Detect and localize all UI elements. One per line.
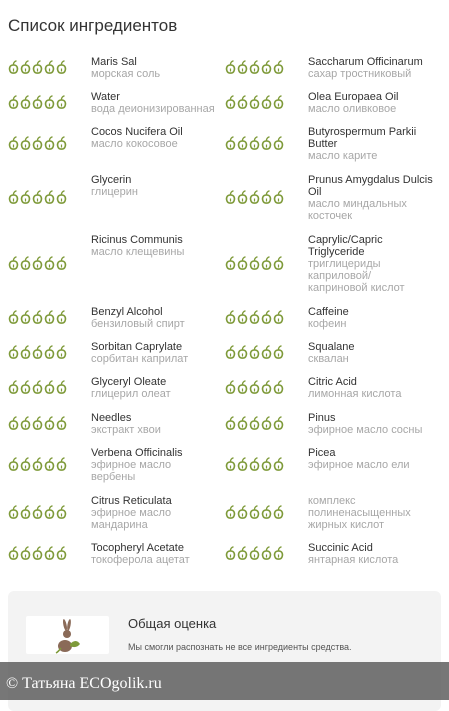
olive-leaf-icon <box>56 60 67 75</box>
ingredient-left[interactable] <box>91 126 223 150</box>
ingredient-ru: глицерил олеат <box>91 388 171 400</box>
olive-leaf-icon <box>32 310 43 325</box>
olive-leaf-icon <box>273 136 284 151</box>
olive-leaf-icon <box>56 310 67 325</box>
olive-leaf-icon <box>237 416 248 431</box>
olive-leaf-icon <box>32 256 43 271</box>
olive-leaf-icon <box>261 95 272 110</box>
olive-leaf-icon <box>8 546 19 561</box>
olive-leaf-icon <box>44 505 55 520</box>
olive-leaf-icon <box>249 60 260 75</box>
ingredient-ru: токоферола ацетат <box>91 554 190 566</box>
olive-leaf-icon <box>237 256 248 271</box>
ingredient-name: Picea <box>308 447 336 459</box>
olive-leaf-icon <box>20 416 31 431</box>
olive-leaf-icon <box>8 256 19 271</box>
ingredient-right[interactable] <box>308 174 442 222</box>
ingredient-row <box>0 91 449 115</box>
olive-leaf-icon <box>225 190 236 205</box>
olive-leaf-icon <box>20 256 31 271</box>
ingredient-name: Saccharum Officinarum <box>308 56 423 68</box>
olive-leaf-icon <box>261 136 272 151</box>
rating-left <box>8 345 67 360</box>
ingredient-ru: лимонная кислота <box>308 388 402 400</box>
olive-leaf-icon <box>20 380 31 395</box>
rating-left <box>8 416 67 431</box>
rating-right <box>225 136 284 151</box>
ingredient-ru: сорбитан каприлат <box>91 353 189 365</box>
olive-leaf-icon <box>20 136 31 151</box>
ingredient-ru: эфирное масло ели <box>308 459 410 471</box>
olive-leaf-icon <box>237 60 248 75</box>
rating-left <box>8 505 67 520</box>
rating-right <box>225 190 284 205</box>
olive-leaf-icon <box>261 416 272 431</box>
olive-leaf-icon <box>249 256 260 271</box>
olive-leaf-icon <box>261 190 272 205</box>
olive-leaf-icon <box>273 310 284 325</box>
rating-left <box>8 136 67 151</box>
olive-leaf-icon <box>237 546 248 561</box>
olive-leaf-icon <box>32 95 43 110</box>
olive-leaf-icon <box>225 546 236 561</box>
olive-leaf-icon <box>44 256 55 271</box>
olive-leaf-icon <box>8 95 19 110</box>
ingredient-name: Glyceryl Oleate <box>91 376 167 388</box>
olive-leaf-icon <box>261 310 272 325</box>
olive-leaf-icon <box>261 546 272 561</box>
ingredient-row <box>0 306 449 330</box>
olive-leaf-icon <box>32 380 43 395</box>
ingredient-ru: триглицериды каприловой/каприновой кислот <box>308 258 405 294</box>
olive-leaf-icon <box>56 256 67 271</box>
ingredient-name: Butyrospermum Parkii Butter <box>308 126 417 150</box>
ingredient-name: Tocopheryl Acetate <box>91 542 184 554</box>
olive-leaf-icon <box>261 256 272 271</box>
ingredient-name: Maris Sal <box>91 56 137 68</box>
ingredient-left[interactable] <box>91 412 223 436</box>
olive-leaf-icon <box>225 380 236 395</box>
olive-leaf-icon <box>44 60 55 75</box>
brand-logo <box>26 616 109 654</box>
olive-leaf-icon <box>249 310 260 325</box>
olive-leaf-icon <box>225 416 236 431</box>
olive-leaf-icon <box>32 416 43 431</box>
olive-leaf-icon <box>20 505 31 520</box>
ingredient-name: Citrus Reticulata <box>91 495 172 507</box>
ingredient-right[interactable] <box>308 542 440 566</box>
ingredient-row <box>0 495 449 531</box>
olive-leaf-icon <box>20 190 31 205</box>
olive-leaf-icon <box>20 546 31 561</box>
ingredient-name: Olea Europaea Oil <box>308 91 399 103</box>
olive-leaf-icon <box>20 310 31 325</box>
ingredient-ru: кофеин <box>308 318 347 330</box>
olive-leaf-icon <box>56 190 67 205</box>
rating-left <box>8 60 67 75</box>
ingredient-left[interactable] <box>91 542 223 566</box>
rating-left <box>8 190 67 205</box>
olive-leaf-icon <box>56 505 67 520</box>
olive-leaf-icon <box>225 60 236 75</box>
ingredient-left[interactable] <box>91 306 223 330</box>
olive-leaf-icon <box>225 256 236 271</box>
olive-leaf-icon <box>44 546 55 561</box>
ingredient-left[interactable] <box>91 376 223 400</box>
rating-right <box>225 256 284 271</box>
ingredient-left[interactable] <box>91 56 223 80</box>
ingredient-ru: масло миндальных косточек <box>308 198 407 222</box>
ingredient-name: Glycerin <box>91 174 132 186</box>
ingredient-name: Caprylic/Capric Triglyceride <box>308 234 383 258</box>
olive-leaf-icon <box>8 136 19 151</box>
overall-note: Мы смогли распознать не все ингредиенты средства. <box>128 642 352 652</box>
ingredient-row <box>0 376 449 400</box>
olive-leaf-icon <box>56 95 67 110</box>
olive-leaf-icon <box>273 546 284 561</box>
watermark: © Татьяна ECOgolik.ru <box>6 675 162 692</box>
olive-leaf-icon <box>273 60 284 75</box>
olive-leaf-icon <box>8 310 19 325</box>
ingredient-ru: эфирное масло мандарина <box>91 507 172 531</box>
olive-leaf-icon <box>225 345 236 360</box>
ingredient-right[interactable] <box>308 91 440 115</box>
olive-leaf-icon <box>32 136 43 151</box>
olive-leaf-icon <box>249 345 260 360</box>
olive-leaf-icon <box>20 345 31 360</box>
olive-leaf-icon <box>261 345 272 360</box>
rating-right <box>225 310 284 325</box>
olive-leaf-icon <box>237 505 248 520</box>
ingredient-ru: сквалан <box>308 353 349 365</box>
rating-right <box>225 505 284 520</box>
ingredient-name: Benzyl Alcohol <box>91 306 163 318</box>
ingredient-right[interactable] <box>308 495 440 531</box>
ingredient-row <box>0 447 449 483</box>
olive-leaf-icon <box>225 457 236 472</box>
olive-leaf-icon <box>237 95 248 110</box>
olive-leaf-icon <box>8 190 19 205</box>
ingredient-ru: эфирное масло сосны <box>308 424 423 436</box>
ingredient-ru: морская соль <box>91 68 161 80</box>
olive-leaf-icon <box>56 345 67 360</box>
olive-leaf-icon <box>261 505 272 520</box>
olive-leaf-icon <box>32 505 43 520</box>
olive-leaf-icon <box>8 60 19 75</box>
olive-leaf-icon <box>8 345 19 360</box>
olive-leaf-icon <box>32 457 43 472</box>
olive-leaf-icon <box>44 136 55 151</box>
ingredient-name: Prunus Amygdalus Dulcis Oil <box>308 174 433 198</box>
olive-leaf-icon <box>249 505 260 520</box>
ingredient-right[interactable] <box>308 306 440 330</box>
olive-leaf-icon <box>44 95 55 110</box>
ingredient-right[interactable] <box>308 447 440 471</box>
olive-leaf-icon <box>273 345 284 360</box>
olive-leaf-icon <box>56 457 67 472</box>
ingredient-right[interactable] <box>308 341 440 365</box>
ingredient-left[interactable] <box>91 234 223 258</box>
ingredient-name: Cocos Nucifera Oil <box>91 126 183 138</box>
olive-leaf-icon <box>225 95 236 110</box>
ingredient-right[interactable] <box>308 376 440 400</box>
olive-leaf-icon <box>237 380 248 395</box>
page-title: Список ингредиентов <box>8 16 178 35</box>
ingredient-ru: комплекс полиненасыщенных жирных кислот <box>308 495 411 531</box>
olive-leaf-icon <box>225 136 236 151</box>
ingredient-left[interactable] <box>91 447 203 483</box>
ingredient-name: Needles <box>91 412 132 424</box>
ingredient-left[interactable] <box>91 495 203 531</box>
rating-left <box>8 457 67 472</box>
ingredient-row <box>0 56 449 80</box>
ingredient-row <box>0 174 449 222</box>
olive-leaf-icon <box>273 95 284 110</box>
ingredient-name: Water <box>91 91 120 103</box>
ingredient-left[interactable] <box>91 341 223 365</box>
rating-right <box>225 60 284 75</box>
olive-leaf-icon <box>32 546 43 561</box>
olive-leaf-icon <box>32 60 43 75</box>
rating-left <box>8 95 67 110</box>
olive-leaf-icon <box>237 345 248 360</box>
olive-leaf-icon <box>273 380 284 395</box>
ingredient-ru: сахар тростниковый <box>308 68 412 80</box>
olive-leaf-icon <box>237 457 248 472</box>
ingredient-row <box>0 341 449 365</box>
olive-leaf-icon <box>44 310 55 325</box>
ingredient-right[interactable] <box>308 412 440 436</box>
olive-leaf-icon <box>32 190 43 205</box>
olive-leaf-icon <box>249 190 260 205</box>
ingredient-ru: вода деионизированная <box>91 103 215 115</box>
rating-right <box>225 546 284 561</box>
rating-left <box>8 546 67 561</box>
olive-leaf-icon <box>225 310 236 325</box>
olive-leaf-icon <box>237 310 248 325</box>
olive-leaf-icon <box>273 190 284 205</box>
olive-leaf-icon <box>56 416 67 431</box>
olive-leaf-icon <box>249 95 260 110</box>
olive-leaf-icon <box>225 505 236 520</box>
olive-leaf-icon <box>249 416 260 431</box>
olive-leaf-icon <box>44 457 55 472</box>
ingredient-row <box>0 542 449 566</box>
olive-leaf-icon <box>273 505 284 520</box>
olive-leaf-icon <box>261 60 272 75</box>
rating-left <box>8 380 67 395</box>
olive-leaf-icon <box>237 190 248 205</box>
olive-leaf-icon <box>56 380 67 395</box>
ingredient-name: Sorbitan Caprylate <box>91 341 183 353</box>
olive-leaf-icon <box>44 416 55 431</box>
ingredient-name: Caffeine <box>308 306 349 318</box>
ingredient-ru: масло карите <box>308 150 378 162</box>
olive-leaf-icon <box>20 95 31 110</box>
olive-leaf-icon <box>44 345 55 360</box>
ingredient-ru: масло оливковое <box>308 103 397 115</box>
ingredient-ru: бензиловый спирт <box>91 318 185 330</box>
ingredient-right[interactable] <box>308 126 440 162</box>
olive-leaf-icon <box>273 416 284 431</box>
olive-leaf-icon <box>56 136 67 151</box>
olive-leaf-icon <box>44 190 55 205</box>
rabbit-icon <box>26 616 109 654</box>
rating-left <box>8 310 67 325</box>
ingredient-right[interactable] <box>308 234 420 294</box>
olive-leaf-icon <box>32 345 43 360</box>
rating-right <box>225 345 284 360</box>
olive-leaf-icon <box>273 256 284 271</box>
rating-right <box>225 457 284 472</box>
ingredient-right[interactable] <box>308 56 440 80</box>
olive-leaf-icon <box>261 457 272 472</box>
olive-leaf-icon <box>8 380 19 395</box>
olive-leaf-icon <box>249 546 260 561</box>
ingredient-ru: экстракт хвои <box>91 424 161 436</box>
olive-leaf-icon <box>56 546 67 561</box>
ingredient-name: Pinus <box>308 412 336 424</box>
olive-leaf-icon <box>249 380 260 395</box>
ingredient-row <box>0 234 449 294</box>
ingredient-name: Verbena Officinalis <box>91 447 183 459</box>
ingredient-name: Citric Acid <box>308 376 357 388</box>
ingredient-ru: глицерин <box>91 186 138 198</box>
ingredient-ru: эфирное масло вербены <box>91 459 172 483</box>
ingredient-name: Squalane <box>308 341 355 353</box>
olive-leaf-icon <box>237 136 248 151</box>
ingredient-ru: масло клещевины <box>91 246 185 258</box>
olive-leaf-icon <box>44 380 55 395</box>
ingredient-row <box>0 126 449 162</box>
olive-leaf-icon <box>249 457 260 472</box>
rating-right <box>225 416 284 431</box>
ingredient-left[interactable] <box>91 174 223 198</box>
rating-right <box>225 95 284 110</box>
olive-leaf-icon <box>8 416 19 431</box>
ingredient-left[interactable] <box>91 91 223 115</box>
olive-leaf-icon <box>8 457 19 472</box>
ingredient-ru: янтарная кислота <box>308 554 399 566</box>
ingredient-name: Succinic Acid <box>308 542 373 554</box>
olive-leaf-icon <box>8 505 19 520</box>
ingredient-row <box>0 412 449 436</box>
olive-leaf-icon <box>20 60 31 75</box>
olive-leaf-icon <box>249 136 260 151</box>
olive-leaf-icon <box>20 457 31 472</box>
ingredient-ru: масло кокосовое <box>91 138 178 150</box>
rating-right <box>225 380 284 395</box>
overall-title: Общая оценка <box>128 616 217 631</box>
ingredient-name: Ricinus Communis <box>91 234 183 246</box>
rating-left <box>8 256 67 271</box>
olive-leaf-icon <box>273 457 284 472</box>
olive-leaf-icon <box>261 380 272 395</box>
